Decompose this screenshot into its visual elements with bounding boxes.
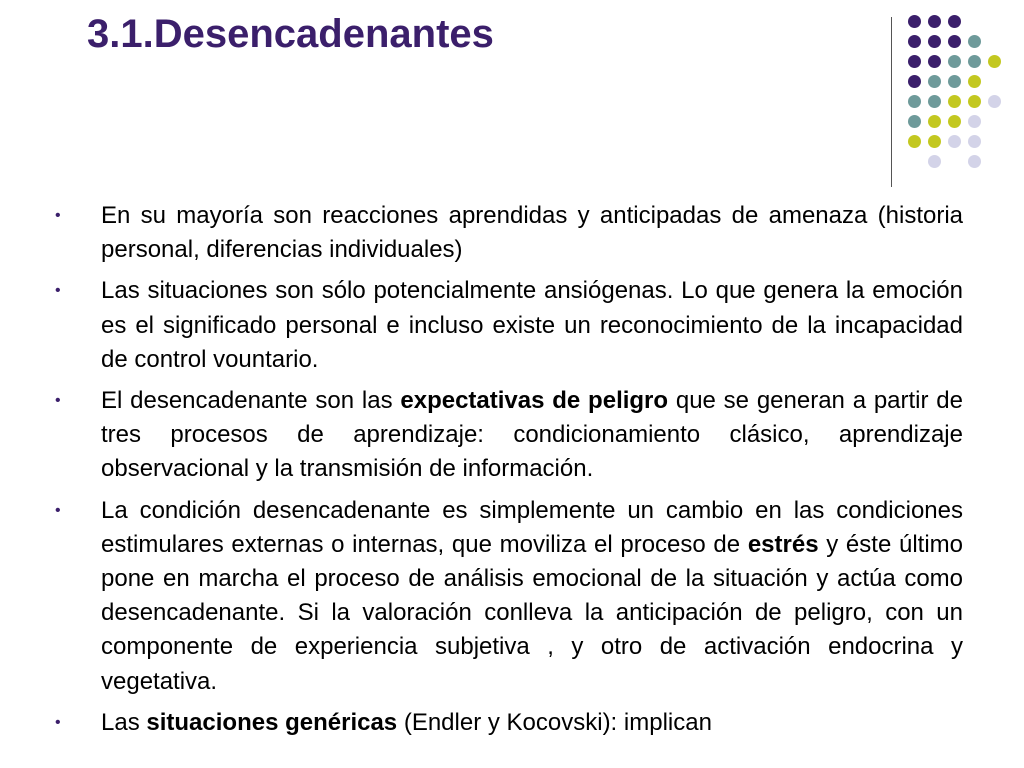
bullet-icon: • [55,501,61,519]
bullet-item [55,274,963,377]
dot-teal [928,75,941,88]
bullet-text: Las situaciones son sólo potencialmente ansiógenas. Lo que genera la emoción es el significado personal e incluso existe un reconocimiento de la incapacidad de control vountario. [101,277,963,373]
bullet-icon: • [55,713,61,731]
dot-teal [968,55,981,68]
dot-lavender [968,155,981,168]
dot-purple [908,55,921,68]
bullet-item [55,199,963,267]
dot-lavender [988,95,1001,108]
bold-term: situaciones genéricas [146,708,398,736]
dot-teal [948,75,961,88]
bullet-text: Las [101,708,147,736]
bullet-text: En su mayoría son reacciones aprendidas y anticipadas de amenaza (historia personal, diferencias individuales) [101,202,963,264]
dot-yellow [948,115,961,128]
bullet-icon: • [55,207,61,224]
dot-lavender [968,115,981,128]
bullet-text: El desencadenante son las [101,387,401,415]
decorative-dot-grid [908,15,1008,165]
bullet-list [55,199,963,747]
bullet-item [55,384,963,487]
dot-purple [948,15,961,28]
dot-purple [908,35,921,48]
dot-purple [948,35,961,48]
dot-yellow [908,135,921,148]
bullet-item [55,706,963,740]
dot-purple [908,75,921,88]
dot-teal [968,35,981,48]
dot-yellow [988,55,1001,68]
dot-purple [928,15,941,28]
bold-term: expectativas de peligro [400,387,669,415]
title-divider-line [891,17,892,187]
dot-purple [928,35,941,48]
bullet-text: (Endler y Kocovski): implican [397,708,712,736]
dot-lavender [928,155,941,168]
dot-lavender [968,135,981,148]
dot-yellow [968,75,981,88]
bullet-text: La condición desencadenante es simplemente un cambio en las condiciones estimulares externas o internas, que moviliza el proceso de [101,496,963,558]
bullet-icon: • [55,392,61,410]
dot-teal [908,115,921,128]
slide-title: 3.1.Desencadenantes [87,12,494,56]
dot-purple [908,15,921,28]
dot-yellow [928,115,941,128]
dot-teal [948,55,961,68]
bullet-text: que se generan a partir de tres procesos de aprendizaje: condicionamiento clásico, aprendizaje observacional y la transmisión de información. [101,387,963,483]
dot-teal [928,95,941,108]
dot-teal [908,95,921,108]
bullet-text: y éste último pone en marcha el proceso de análisis emocional de la situación y actúa como desencadenante. Si la valoración conlleva la anticipación de peligro, con un componente de experiencia subjetiva , y otro de activación endocrina y vegetativa. [101,530,964,695]
bullet-item [55,494,963,699]
dot-purple [928,55,941,68]
dot-yellow [968,95,981,108]
dot-yellow [928,135,941,148]
dot-lavender [948,135,961,148]
dot-yellow [948,95,961,108]
bold-term: estrés [747,530,819,558]
bullet-icon: • [55,282,61,300]
